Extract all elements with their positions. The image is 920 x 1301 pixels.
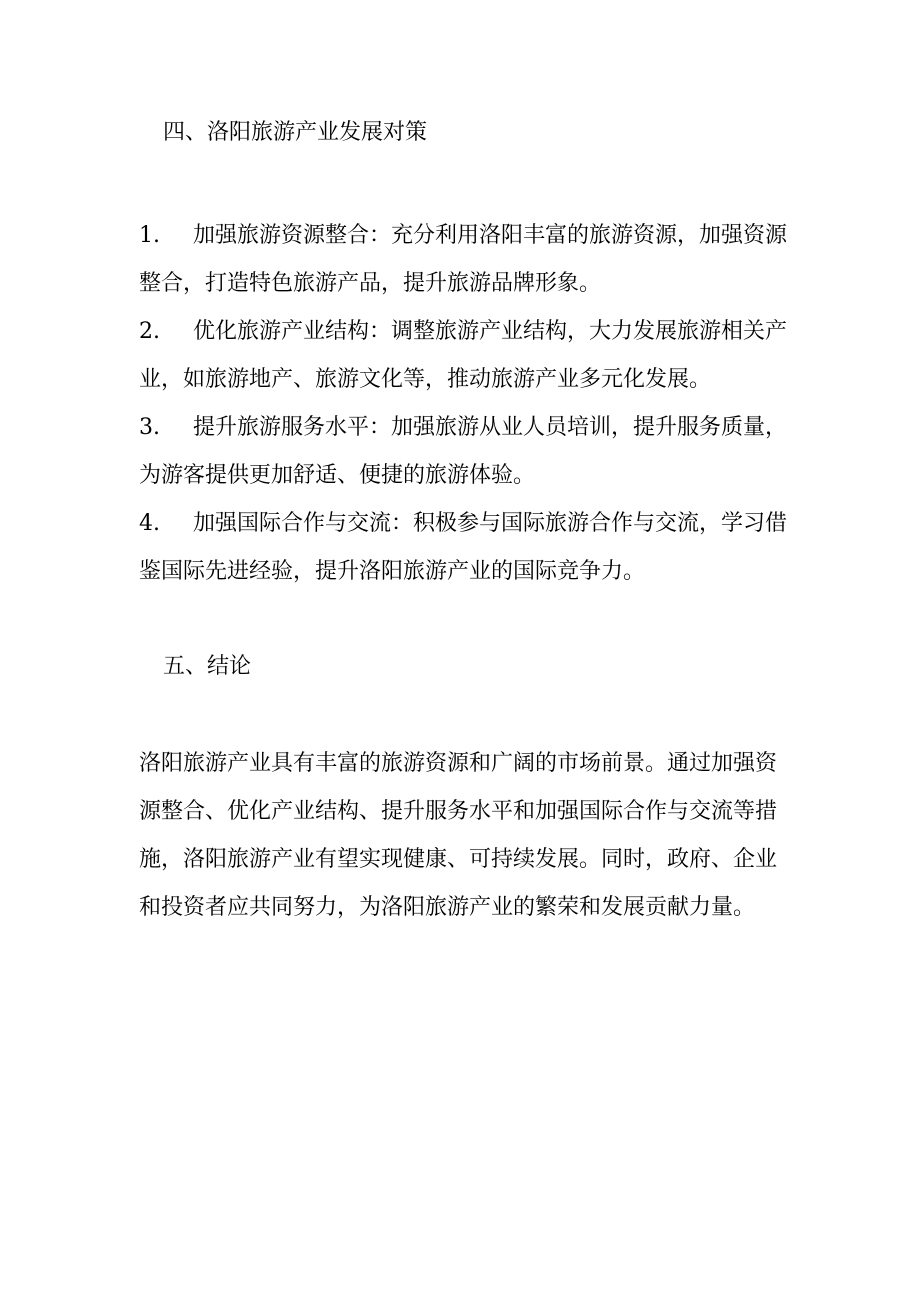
list-item: [139, 212, 789, 308]
list-item-text: 加强国际合作与交流：积极参与国际旅游合作与交流，学习借鉴国际先进经验，提升洛阳旅游产业的国际竞争力。: [139, 511, 788, 584]
conclusion-paragraph: 洛阳旅游产业具有丰富的旅游资源和广阔的市场前景。通过加强资源整合、优化产业结构、提升服务水平和加强国际合作与交流等措施，洛阳旅游产业有望实现健康、可持续发展。同时，政府、企业和投资者应共同努力，为洛阳旅游产业的繁荣和发展贡献力量。: [139, 751, 778, 920]
list-item-number: 4.: [139, 511, 160, 536]
section-4-heading: 四、洛阳旅游产业发展对策: [163, 120, 428, 145]
list-item-text: 加强旅游资源整合：充分利用洛阳丰富的旅游资源，加强资源整合，打造特色旅游产品，提升旅游品牌形象。: [139, 223, 788, 296]
section-5-heading: 五、结论: [163, 654, 252, 679]
list-item-number: 3.: [139, 415, 160, 440]
list-item: [139, 500, 789, 596]
list-item-text: 优化旅游产业结构：调整旅游产业结构，大力发展旅游相关产业，如旅游地产、旅游文化等，推动旅游产业多元化发展。: [139, 319, 788, 392]
list-item-number: 2.: [139, 319, 160, 344]
list-item: [139, 404, 789, 500]
strategy-list: [139, 212, 789, 596]
list-item-text: 提升旅游服务水平：加强旅游从业人员培训，提升服务质量，为游客提供更加舒适、便捷的旅游体验。: [139, 415, 788, 488]
list-item: [139, 308, 789, 404]
list-item-number: 1.: [139, 223, 160, 248]
